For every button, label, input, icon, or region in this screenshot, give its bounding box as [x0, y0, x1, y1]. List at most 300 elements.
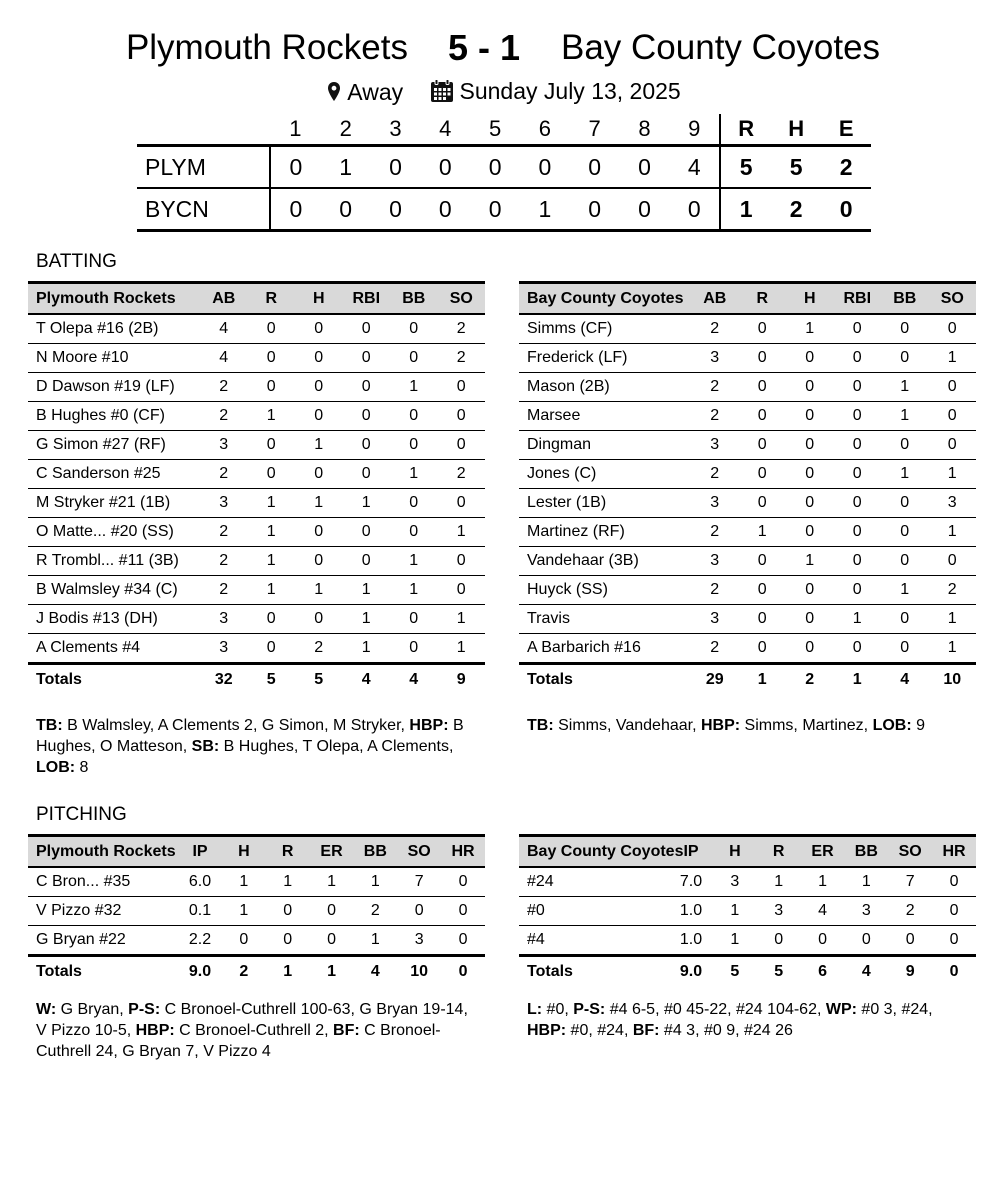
player-row — [519, 897, 976, 926]
player-name: C Bron... #35 — [28, 867, 178, 897]
inning-runs: 0 — [669, 188, 720, 231]
note-label: L: — [527, 1001, 543, 1018]
stat-value: 0 — [786, 460, 834, 489]
stat-value: 0 — [397, 897, 441, 926]
team-column-header: Bay County Coyotes — [519, 836, 669, 868]
stat-value: 0 — [834, 460, 882, 489]
stat-value: 1 — [343, 605, 391, 634]
player-name: #4 — [519, 926, 669, 956]
stat-value: 4 — [801, 897, 845, 926]
stat-value: 1 — [248, 402, 296, 431]
stat-value: 0 — [881, 634, 929, 664]
stat-value: 0 — [786, 605, 834, 634]
stat-value: 1 — [786, 314, 834, 344]
stat-value: 0 — [222, 926, 266, 956]
location-text: Away — [347, 79, 404, 105]
stat-value: 3 — [691, 547, 739, 576]
total-value: 4 — [390, 664, 438, 696]
stat-value: 0 — [438, 576, 486, 605]
away-batting-table — [519, 281, 976, 695]
stat-value: 2 — [295, 634, 343, 664]
stat-column-header: RBI — [343, 283, 391, 315]
inning-runs: 0 — [270, 146, 321, 189]
inning-header: 5 — [488, 116, 502, 141]
stat-value: 1 — [295, 489, 343, 518]
stat-value: 2 — [200, 373, 248, 402]
note-label: W: — [36, 1001, 57, 1018]
stat-value: 1 — [248, 518, 296, 547]
player-row — [519, 460, 976, 489]
stat-value: 3 — [713, 867, 757, 897]
line-score-row — [137, 188, 871, 231]
stat-value: 0 — [834, 344, 882, 373]
stat-value: 2 — [200, 460, 248, 489]
player-row — [28, 373, 485, 402]
stat-value: 1 — [834, 605, 882, 634]
stat-value: 1 — [222, 897, 266, 926]
note-label: LOB: — [872, 717, 912, 734]
player-name: Simms (CF) — [519, 314, 691, 344]
stat-value: 0 — [929, 431, 977, 460]
stat-value: 3 — [200, 489, 248, 518]
total-value: 2 — [222, 956, 266, 988]
stat-value: 0 — [739, 373, 787, 402]
stat-value: 3 — [691, 605, 739, 634]
stat-header-row — [28, 836, 485, 868]
stat-column-header: R — [739, 283, 787, 315]
stat-value: 1 — [248, 489, 296, 518]
inning-runs: 0 — [470, 146, 520, 189]
note-label: HBP: — [527, 1022, 567, 1039]
stat-value: 0 — [390, 431, 438, 460]
total-value: 6 — [801, 956, 845, 988]
total-h: 5 — [771, 146, 821, 189]
totals-row — [519, 664, 976, 696]
note-label: TB: — [527, 717, 554, 734]
inning-runs: 0 — [520, 146, 570, 189]
stat-value: 1 — [786, 547, 834, 576]
stat-value: 0 — [248, 634, 296, 664]
stat-column-header: ER — [310, 836, 354, 868]
note-text: B Hughes, O Matteson, — [36, 717, 464, 755]
note-label: P-S: — [573, 1001, 606, 1018]
stat-value: 1 — [343, 576, 391, 605]
team-column-header: Plymouth Rockets — [28, 283, 200, 315]
total-r: 5 — [720, 146, 771, 189]
stat-value: 0 — [248, 431, 296, 460]
note-text: 9 — [911, 717, 926, 734]
stat-value: 0 — [343, 518, 391, 547]
inning-runs: 0 — [420, 146, 470, 189]
stat-value: 1 — [713, 926, 757, 956]
note-text: #0, — [542, 1001, 574, 1018]
stat-value: 3 — [691, 489, 739, 518]
stat-value: 0 — [295, 344, 343, 373]
location-info — [327, 77, 403, 107]
stat-value: 0 — [739, 576, 787, 605]
player-row — [28, 897, 485, 926]
stat-value: 0 — [266, 897, 310, 926]
stat-value: 1 — [248, 576, 296, 605]
stat-value: 2 — [691, 634, 739, 664]
player-row — [519, 402, 976, 431]
player-row — [28, 344, 485, 373]
stat-column-header: H — [222, 836, 266, 868]
player-row — [28, 314, 485, 344]
totals-label: Totals — [519, 664, 691, 696]
stat-value: 0 — [757, 926, 801, 956]
stat-value: 1 — [353, 926, 397, 956]
stat-value: 3 — [691, 431, 739, 460]
inning-header: 2 — [339, 116, 352, 141]
stat-value: 0 — [438, 547, 486, 576]
note-label: SB: — [191, 738, 220, 755]
stat-column-header: SO — [929, 283, 977, 315]
player-name: B Walmsley #34 (C) — [28, 576, 200, 605]
stat-value: 1 — [343, 634, 391, 664]
stat-value: 0 — [343, 402, 391, 431]
stat-value: 0 — [441, 867, 485, 897]
stat-value: 0 — [932, 867, 976, 897]
home-pitching-table — [28, 834, 485, 987]
final-score: 5 - 1 — [447, 27, 521, 68]
stat-value: 0 — [834, 634, 882, 664]
stat-value: 0 — [739, 402, 787, 431]
stat-column-header: RBI — [834, 283, 882, 315]
stat-value: 6.0 — [178, 867, 222, 897]
note-text: C Bronoel-Cuthrell 2, — [174, 1022, 334, 1039]
note-text: 8 — [75, 759, 89, 776]
hits-header: H — [788, 116, 805, 141]
stat-value: 3 — [200, 634, 248, 664]
note-text: #0, #24, — [566, 1022, 633, 1039]
stat-value: 0 — [310, 897, 354, 926]
stat-column-header: HR — [441, 836, 485, 868]
stat-value: 0 — [844, 926, 888, 956]
stat-value: 0 — [295, 314, 343, 344]
total-value: 1 — [834, 664, 882, 696]
note-text: #4 3, #0 9, #24 26 — [659, 1022, 793, 1039]
stat-column-header: IP — [178, 836, 222, 868]
inning-runs: 1 — [520, 188, 570, 231]
player-row — [519, 634, 976, 664]
stat-column-header: ER — [801, 836, 845, 868]
total-value: 5 — [248, 664, 296, 696]
stat-column-header: BB — [353, 836, 397, 868]
stat-value: 4 — [200, 344, 248, 373]
total-value: 1 — [739, 664, 787, 696]
scoreboard-header — [0, 22, 1008, 74]
stat-value: 0 — [310, 926, 354, 956]
stat-value: 0 — [441, 897, 485, 926]
stat-value: 1 — [343, 489, 391, 518]
player-name: #0 — [519, 897, 669, 926]
date-info — [430, 76, 681, 106]
stat-column-header: R — [266, 836, 310, 868]
line-score-header — [137, 114, 871, 146]
inning-header: 9 — [688, 116, 701, 141]
player-name: M Stryker #21 (1B) — [28, 489, 200, 518]
note-label: BF: — [632, 1022, 660, 1039]
inning-runs: 0 — [620, 188, 670, 231]
stat-value: 1 — [929, 518, 977, 547]
stat-value: 0 — [881, 547, 929, 576]
stat-value: 1 — [353, 867, 397, 897]
stat-value: 0 — [786, 634, 834, 664]
stat-value: 0 — [248, 460, 296, 489]
line-score-row — [137, 146, 871, 189]
totals-label: Totals — [519, 956, 669, 988]
player-row — [28, 634, 485, 664]
stat-column-header: SO — [438, 283, 486, 315]
stat-column-header: HR — [932, 836, 976, 868]
stat-value: 0 — [248, 373, 296, 402]
player-name: Marsee — [519, 402, 691, 431]
stat-value: 1 — [222, 867, 266, 897]
stat-value: 0 — [739, 634, 787, 664]
player-name: G Simon #27 (RF) — [28, 431, 200, 460]
stat-value: 0 — [390, 489, 438, 518]
note-text: C Bronoel-Cuthrell 100-63, G Bryan 19-14, V Pizzo 10-5, — [36, 1001, 468, 1039]
stat-value: 2 — [353, 897, 397, 926]
stat-column-header: BB — [881, 283, 929, 315]
inning-header: 8 — [638, 116, 651, 141]
stat-value: 0 — [834, 402, 882, 431]
stat-value: 1 — [248, 547, 296, 576]
stat-value: 1 — [438, 634, 486, 664]
stat-value: 0 — [390, 518, 438, 547]
player-name: Vandehaar (3B) — [519, 547, 691, 576]
stat-value: 0 — [932, 926, 976, 956]
stat-value: 7 — [888, 867, 932, 897]
player-row — [519, 373, 976, 402]
total-value: 32 — [200, 664, 248, 696]
inning-runs: 0 — [371, 188, 421, 231]
stat-value: 2 — [691, 460, 739, 489]
total-value: 9 — [438, 664, 486, 696]
stat-value: 0 — [881, 489, 929, 518]
stat-value: 0 — [834, 518, 882, 547]
stat-value: 0 — [739, 547, 787, 576]
inning-runs: 0 — [420, 188, 470, 231]
inning-header: 6 — [538, 116, 551, 141]
stat-value: 1 — [266, 867, 310, 897]
player-name: A Barbarich #16 — [519, 634, 691, 664]
home-team-name: Plymouth Rockets — [125, 28, 408, 67]
stat-value: 4 — [200, 314, 248, 344]
stat-value: 0 — [438, 402, 486, 431]
stat-value: 3 — [844, 897, 888, 926]
stat-column-header: H — [295, 283, 343, 315]
stat-value: 2 — [438, 460, 486, 489]
total-value: 9.0 — [178, 956, 222, 988]
total-value: 1 — [310, 956, 354, 988]
line-score-corner — [137, 114, 270, 146]
note-text: Simms, Martinez, — [740, 717, 873, 734]
note-text: Simms, Vandehaar, — [553, 717, 701, 734]
note-text: B Walmsley, A Clements 2, G Simon, M Stryker, — [62, 717, 410, 734]
stat-value: 0 — [834, 489, 882, 518]
stat-value: 0 — [295, 547, 343, 576]
player-name: V Pizzo #32 — [28, 897, 178, 926]
stat-column-header: H — [786, 283, 834, 315]
player-name: Martinez (RF) — [519, 518, 691, 547]
stat-value: 1 — [295, 576, 343, 605]
stat-value: 0 — [295, 402, 343, 431]
stat-value: 0 — [295, 518, 343, 547]
stat-value: 2 — [200, 576, 248, 605]
stat-value: 0 — [786, 431, 834, 460]
stat-value: 7.0 — [669, 867, 713, 897]
line-score-table — [137, 114, 871, 232]
team-column-header: Bay County Coyotes — [519, 283, 691, 315]
stat-value: 2 — [888, 897, 932, 926]
stat-column-header: R — [248, 283, 296, 315]
player-row — [28, 547, 485, 576]
player-row — [28, 605, 485, 634]
inning-runs: 0 — [321, 188, 371, 231]
note-text: #4 6-5, #0 45-22, #24 104-62, — [605, 1001, 826, 1018]
inning-header: 1 — [289, 116, 302, 141]
totals-label: Totals — [28, 956, 178, 988]
player-name: A Clements #4 — [28, 634, 200, 664]
date-text: Sunday July 13, 2025 — [459, 78, 681, 104]
stat-value: 1.0 — [669, 926, 713, 956]
stat-value: 0 — [295, 460, 343, 489]
stat-column-header: IP — [669, 836, 713, 868]
stat-value: 0 — [834, 314, 882, 344]
away-pitching-notes — [527, 999, 972, 1041]
stat-value: 0 — [739, 344, 787, 373]
player-row — [28, 460, 485, 489]
stat-value: 0 — [390, 402, 438, 431]
total-e: 2 — [821, 146, 871, 189]
stat-value: 0 — [390, 605, 438, 634]
batting-section-title: BATTING — [36, 251, 117, 272]
stat-value: 2 — [691, 402, 739, 431]
stat-value: 0 — [390, 344, 438, 373]
stat-column-header: BB — [390, 283, 438, 315]
stat-value: 0 — [834, 576, 882, 605]
stat-column-header: AB — [200, 283, 248, 315]
home-batting-notes — [36, 715, 481, 778]
player-name: Jones (C) — [519, 460, 691, 489]
player-row — [519, 867, 976, 897]
stat-header-row — [519, 836, 976, 868]
total-value: 5 — [713, 956, 757, 988]
total-value: 9 — [888, 956, 932, 988]
stat-value: 3 — [929, 489, 977, 518]
stat-value: 2 — [929, 576, 977, 605]
stat-value: 0 — [266, 926, 310, 956]
stat-header-row — [519, 283, 976, 315]
stat-value: 0 — [441, 926, 485, 956]
total-value: 29 — [691, 664, 739, 696]
stat-value: 0 — [343, 344, 391, 373]
home-pitching-notes — [36, 999, 481, 1062]
stat-value: 0 — [343, 460, 391, 489]
team-column-header: Plymouth Rockets — [28, 836, 178, 868]
stat-value: 1 — [438, 605, 486, 634]
inning-runs: 0 — [270, 188, 321, 231]
stat-value: 1 — [881, 373, 929, 402]
inning-runs: 4 — [669, 146, 720, 189]
away-team-name: Bay County Coyotes — [561, 28, 881, 67]
stat-header-row — [28, 283, 485, 315]
calendar-icon — [430, 79, 454, 103]
stat-value: 0 — [343, 373, 391, 402]
away-batting-notes — [527, 715, 972, 736]
stat-value: 2 — [691, 576, 739, 605]
stat-value: 1 — [929, 344, 977, 373]
stat-value: 0 — [929, 402, 977, 431]
stat-value: 0 — [801, 926, 845, 956]
note-label: BF: — [333, 1022, 360, 1039]
player-name: Dingman — [519, 431, 691, 460]
stat-value: 1 — [438, 518, 486, 547]
stat-value: 0 — [739, 489, 787, 518]
player-name: Frederick (LF) — [519, 344, 691, 373]
stat-value: 0 — [343, 547, 391, 576]
note-text: C Bronoel-Cuthrell 24, G Bryan 7, V Pizzo 4 — [36, 1022, 441, 1060]
stat-column-header: H — [713, 836, 757, 868]
note-label: TB: — [36, 717, 63, 734]
player-row — [519, 576, 976, 605]
stat-value: 1 — [929, 605, 977, 634]
total-value: 5 — [757, 956, 801, 988]
player-name: O Matte... #20 (SS) — [28, 518, 200, 547]
stat-value: 0 — [390, 314, 438, 344]
inning-header: 7 — [588, 116, 601, 141]
player-name: Lester (1B) — [519, 489, 691, 518]
inning-runs: 1 — [321, 146, 371, 189]
total-value: 0 — [441, 956, 485, 988]
player-row — [28, 489, 485, 518]
stat-value: 1 — [881, 402, 929, 431]
stat-value: 0 — [834, 431, 882, 460]
player-name: R Trombl... #11 (3B) — [28, 547, 200, 576]
stat-value: 1 — [739, 518, 787, 547]
player-name: J Bodis #13 (DH) — [28, 605, 200, 634]
inning-header: 4 — [439, 116, 452, 141]
stat-value: 0 — [786, 518, 834, 547]
stat-value: 1.0 — [669, 897, 713, 926]
stat-value: 2 — [438, 314, 486, 344]
note-label: P-S: — [128, 1001, 161, 1018]
player-row — [519, 314, 976, 344]
stat-value: 1 — [713, 897, 757, 926]
total-value: 1 — [266, 956, 310, 988]
stat-value: 7 — [397, 867, 441, 897]
player-row — [28, 402, 485, 431]
stat-value: 0 — [932, 897, 976, 926]
stat-column-header: R — [757, 836, 801, 868]
line-score-team: BYCN — [137, 188, 270, 231]
stat-value: 1 — [390, 547, 438, 576]
stat-value: 0 — [929, 547, 977, 576]
player-name: Travis — [519, 605, 691, 634]
stat-value: 0 — [295, 605, 343, 634]
inning-runs: 0 — [371, 146, 421, 189]
player-name: #24 — [519, 867, 669, 897]
stat-value: 3 — [200, 431, 248, 460]
stat-value: 0 — [438, 373, 486, 402]
stat-value: 3 — [200, 605, 248, 634]
stat-value: 0 — [248, 344, 296, 373]
stat-value: 0 — [739, 605, 787, 634]
stat-value: 1 — [929, 634, 977, 664]
stat-value: 1 — [390, 373, 438, 402]
